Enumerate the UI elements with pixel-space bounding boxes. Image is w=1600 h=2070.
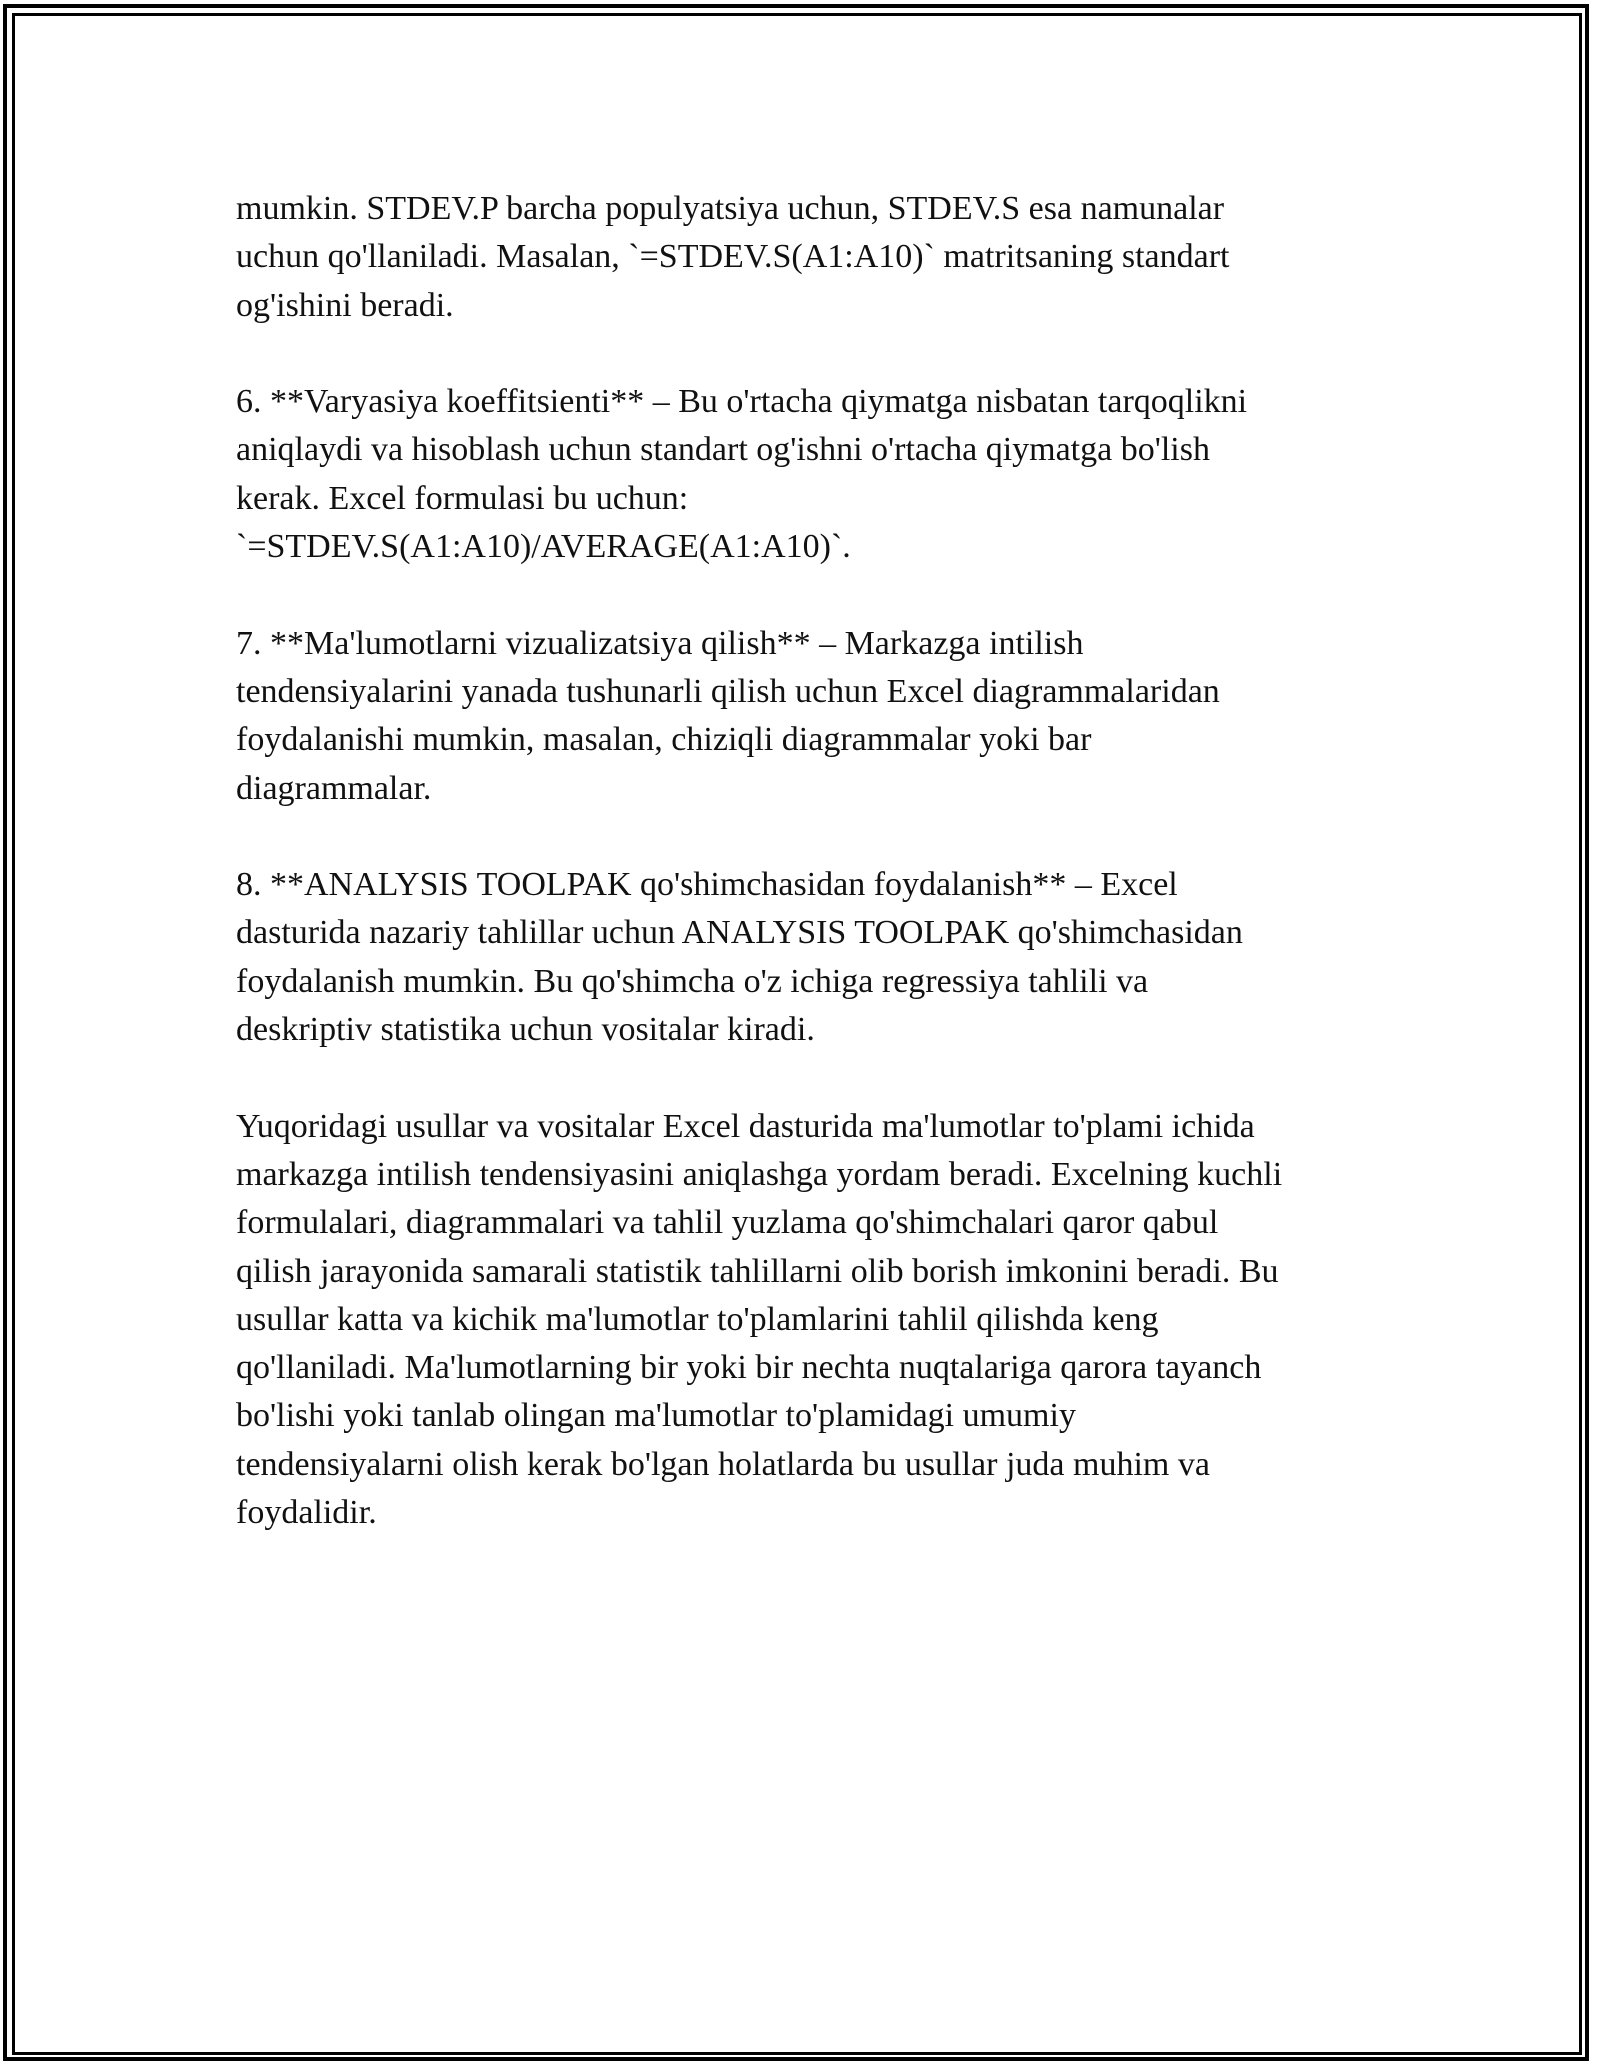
text-line: qo'llaniladi. Ma'lumotlarning bir yoki bir nechta nuqtalariga qarora tayanch (236, 1349, 1262, 1387)
text-line: kerak. Excel formulasi bu uchun: (236, 479, 689, 517)
text-line: tendensiyalarni olish kerak bo'lgan holatlarda bu usullar juda muhim va (236, 1445, 1210, 1483)
paragraph-conclusion (236, 1103, 1386, 1538)
paragraph-item-8 (236, 861, 1386, 1054)
text-line: `=STDEV.S(A1:A10)/AVERAGE(A1:A10)`. (236, 528, 851, 566)
text-line: deskriptiv statistika uchun vositalar kiradi. (236, 1011, 815, 1049)
text-line: aniqlaydi va hisoblash uchun standart og'ishni o'rtacha qiymatga bo'lish (236, 431, 1210, 469)
text-line: foydalidir. (236, 1494, 377, 1532)
text-line: uchun qo'llaniladi. Masalan, `=STDEV.S(A1:A10)` matritsaning standart (236, 238, 1230, 276)
text-line: foydalanishi mumkin, masalan, chiziqli diagrammalar yoki bar (236, 721, 1092, 759)
text-line: 8. **ANALYSIS TOOLPAK qo'shimchasidan foydalanish** – Excel (236, 866, 1178, 904)
paragraph-item-6 (236, 378, 1386, 571)
text-line: diagrammalar. (236, 769, 432, 807)
text-line: dasturida nazariy tahlillar uchun ANALYSIS TOOLPAK qo'shimchasidan (236, 914, 1243, 952)
text-line: usullar katta va kichik ma'lumotlar to'plamlarini tahlil qilishda keng (236, 1300, 1159, 1338)
text-line: mumkin. STDEV.P barcha populyatsiya uchun, STDEV.S esa namunalar (236, 190, 1225, 227)
paragraph-item-7 (236, 620, 1386, 813)
text-line: 6. **Varyasiya koeffitsienti** – Bu o'rtacha qiymatga nisbatan tarqoqlikni (236, 383, 1248, 421)
paragraph-intro-continuation (236, 185, 1386, 330)
text-line: markazga intilish tendensiyasini aniqlashga yordam beradi. Excelning kuchli (236, 1155, 1283, 1193)
text-line: formulalari, diagrammalari va tahlil yuzlama qo'shimchalari qaror qabul (236, 1204, 1219, 1242)
text-line: qilish jarayonida samarali statistik tahlillarni olib borish imkonini beradi. Bu (236, 1252, 1279, 1290)
text-line: tendensiyalarini yanada tushunarli qilish uchun Excel diagrammalaridan (236, 672, 1220, 710)
text-line: Yuqoridagi usullar va vositalar Excel dasturida ma'lumotlar to'plami ichida (236, 1107, 1255, 1145)
text-line: bo'lishi yoki tanlab olingan ma'lumotlar to'plamidagi umumiy (236, 1397, 1076, 1435)
text-line: foydalanish mumkin. Bu qo'shimcha o'z ichiga regressiya tahlili va (236, 962, 1149, 1000)
document-body (236, 185, 1386, 1586)
text-line: 7. **Ma'lumotlarni vizualizatsiya qilish** – Markazga intilish (236, 624, 1084, 662)
text-line: og'ishini beradi. (236, 286, 454, 324)
